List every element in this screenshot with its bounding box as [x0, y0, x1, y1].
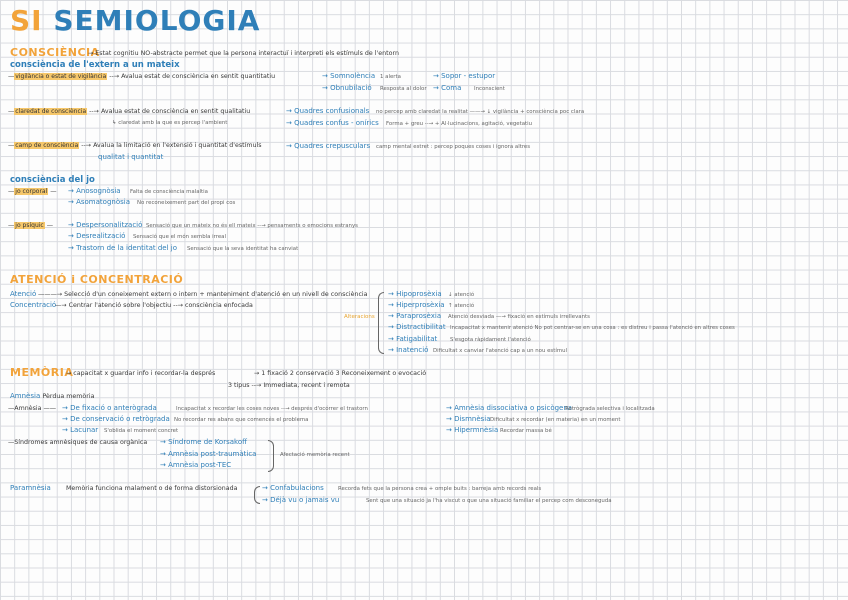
alteracions-brace: [378, 292, 384, 354]
obnubilacio: → Obnubilació: [322, 84, 372, 92]
sopor: → Sopor - estupor: [433, 72, 496, 80]
hipoprosexia-note: ↓ atenció: [448, 292, 475, 298]
sindromes-label: —Síndromes amnèsiques de causa orgànica: [8, 439, 148, 446]
consciencia-definition: → Estat cognitiu NO-abstracte permet que la persona interactuï i interpreti els estímuls de l'entorn: [88, 50, 399, 57]
memoria-heading: MEMÒRIA: [10, 366, 74, 379]
memoria-steps: → 1 fixació 2 conservació 3 Reconeixement o evocació: [254, 370, 427, 377]
amnesia-post-tec: → Amnèsia post-TEC: [160, 461, 232, 469]
page-title: SI SEMIOLOGIA: [10, 4, 261, 37]
paramnesia-label: Paramnèsia: [10, 484, 51, 492]
obnubilacio-note: Resposta al dolor: [380, 86, 427, 92]
camp-sub: qualitat i quantitat: [98, 153, 164, 161]
deja-vu-note: Sent que una situació ja l'ha viscut o que una situació familiar el percep com desconeguda: [366, 498, 612, 504]
inatencio-note: Dificultat x canviar l'atenció cap a un nou estímul: [433, 348, 567, 354]
anterograda-note: Incapacitat x recordar les coses noves --→ després d'ocórrer el trastorn: [176, 406, 368, 412]
paramnesia-brace: [254, 486, 260, 504]
amnesia-label: —Amnèsia ——: [8, 405, 57, 412]
camp-row: —camp de consciència --→ Avalua la limitació en l'extensió i quantitat d'estímuls: [8, 142, 262, 149]
sindromes-brace: [268, 440, 274, 472]
confusionals-note: no percep amb claredat la realitat ——→ ↓ vigilància + consciència poc clara: [376, 109, 585, 115]
crepusculars-note: camp mental estret : percep poques coses i ignora altres: [376, 144, 531, 150]
hiperprosexia-note: ↑ atenció: [448, 303, 475, 309]
fatigabilitat-note: S'esgota ràpidament l'atenció: [450, 337, 531, 343]
retrograda-note: No recordar res abans que comencés el problema: [174, 417, 309, 423]
dissociativa-note: Retrògrada selectiva i localitzada: [565, 406, 655, 412]
distractibilitat-note: Incapacitat x mantenir atenció No pot centrar-se en una cosa : es distreu i passa l'atenció en altres coses: [450, 325, 735, 331]
paraprosexia-note: Atenció desviada —→ fixació en estímuls irrellevants: [448, 314, 590, 320]
somnolencia-note: 1 alerta: [380, 74, 401, 80]
inatencio: → Inatenció: [388, 346, 429, 354]
despersonalitzacio: → Despersonalització: [68, 221, 143, 229]
sindromes-note: Afectació memòria recent: [280, 452, 350, 458]
trastorn-identitat-note: Sensació que la seva identitat ha canviat: [187, 246, 299, 252]
trastorn-identitat: → Trastorn de la identitat del jo: [68, 244, 178, 252]
somnolencia: → Somnolència: [322, 72, 376, 80]
atencio-definition: ———→ Selecció d'un coneixement extern o intern + manteniment d'atenció en un nivell de consciència: [38, 291, 368, 298]
memoria-tipus: 3 tipus --→ Immediata, recent i remota: [228, 382, 350, 389]
concentracio-label: Concentració: [10, 301, 57, 309]
vigilancia-row: —vigilància o estat de vigilància --→ Avalua estat de consciència en sentit quantitatiu: [8, 73, 276, 80]
lacunar-note: S'oblida el moment concret: [104, 428, 179, 434]
consciencia-heading: CONSCIÈNCIA: [10, 46, 100, 59]
coma: → Coma: [433, 84, 462, 92]
amnesia-lacunar: → Lacunar: [62, 426, 99, 434]
consciencia-subheading: consciència de l'extern a un mateix: [10, 60, 180, 70]
fatigabilitat: → Fatigabilitat: [388, 335, 438, 343]
claredat-row: —claredat de consciència --→ Avalua estat de consciència en sentit qualitatiu: [8, 108, 251, 115]
alteracions-label: Alteracions: [344, 314, 375, 320]
amnesia-posttraumatica: → Amnèsia post-traumàtica: [160, 450, 257, 458]
confabulacions-note: Recorda fets que la persona crea + omple buits : barreja amb records reals: [338, 486, 542, 492]
amnesia-retrograda: → De conservació o retrògrada: [62, 415, 170, 423]
distractibilitat: → Distractibilitat: [388, 323, 446, 331]
quadres-onirics: → Quadres confus - onírics: [286, 119, 379, 127]
atencio-heading: ATENCIÓ i CONCENTRACIÓ: [10, 273, 184, 286]
sindrome-korsakoff: → Síndrome de Korsakoff: [160, 438, 247, 446]
claredat-sub: ↳ claredat amb la que es percep l'ambient: [112, 120, 228, 126]
amnesia-dissociativa: → Amnèsia dissociativa o psicògena: [446, 404, 573, 412]
memoria-definition: → capacitat x guardar info i recordar-la després: [66, 370, 216, 377]
anosognosia-note: Falta de consciència malaltia: [130, 189, 208, 195]
coma-note: Inconscient: [474, 86, 505, 92]
asomatognosia-note: No reconeixement part del propi cos: [137, 200, 236, 206]
desrealitzacio: → Desrealització: [68, 232, 126, 240]
anosognosia: → Anosognòsia: [68, 187, 121, 195]
paramnesia-definition: Memòria funciona malament o de forma distorsionada: [66, 485, 238, 492]
onirics-note: Forma + greu --→ + Al·lucinacions, agitació, vegetatiu: [386, 121, 533, 127]
dismnesia-note: Dificultat x recordar (en materia) en un moment: [490, 417, 621, 423]
quadres-crepusculars: → Quadres crepusculars: [286, 142, 371, 150]
confabulacions: → Confabulacions: [262, 484, 324, 492]
consciencia-jo-heading: consciència del jo: [10, 175, 95, 185]
quadres-confusionals: → Quadres confusionals: [286, 107, 370, 115]
amnesia-heading: Amnèsia Pèrdua memòria: [10, 392, 95, 400]
asomatognosia: → Asomatognòsia: [68, 198, 130, 206]
dismnesia: → Dismnèsia: [446, 415, 491, 423]
hipermnesia: → Hipermnèsia: [446, 426, 499, 434]
jo-psiquic-row: —jo psíquic —: [8, 222, 54, 229]
hipoprosexia: → Hipoprosèxia: [388, 290, 442, 298]
concentracio-definition: —→ Centrar l'atenció sobre l'objectiu --→ consciència enfocada: [55, 302, 253, 309]
hiperprosexia: → Hiperprosèxia: [388, 301, 445, 309]
despersonalitzacio-note: Sensació que un mateix no és ell mateix --→ pensaments o emocions estranys: [146, 223, 358, 229]
hipermnesia-note: Recordar massa bé: [500, 428, 552, 434]
desrealitzacio-note: Sensació que el món sembla irreal: [133, 234, 226, 240]
deja-vu: → Déjà vu o jamais vu: [262, 496, 340, 504]
jo-corporal-row: —jo corporal —: [8, 188, 57, 195]
amnesia-anterograda: → De fixació o anterògrada: [62, 404, 157, 412]
paraprosexia: → Paraprosèxia: [388, 312, 442, 320]
atencio-label: Atenció: [10, 290, 37, 298]
